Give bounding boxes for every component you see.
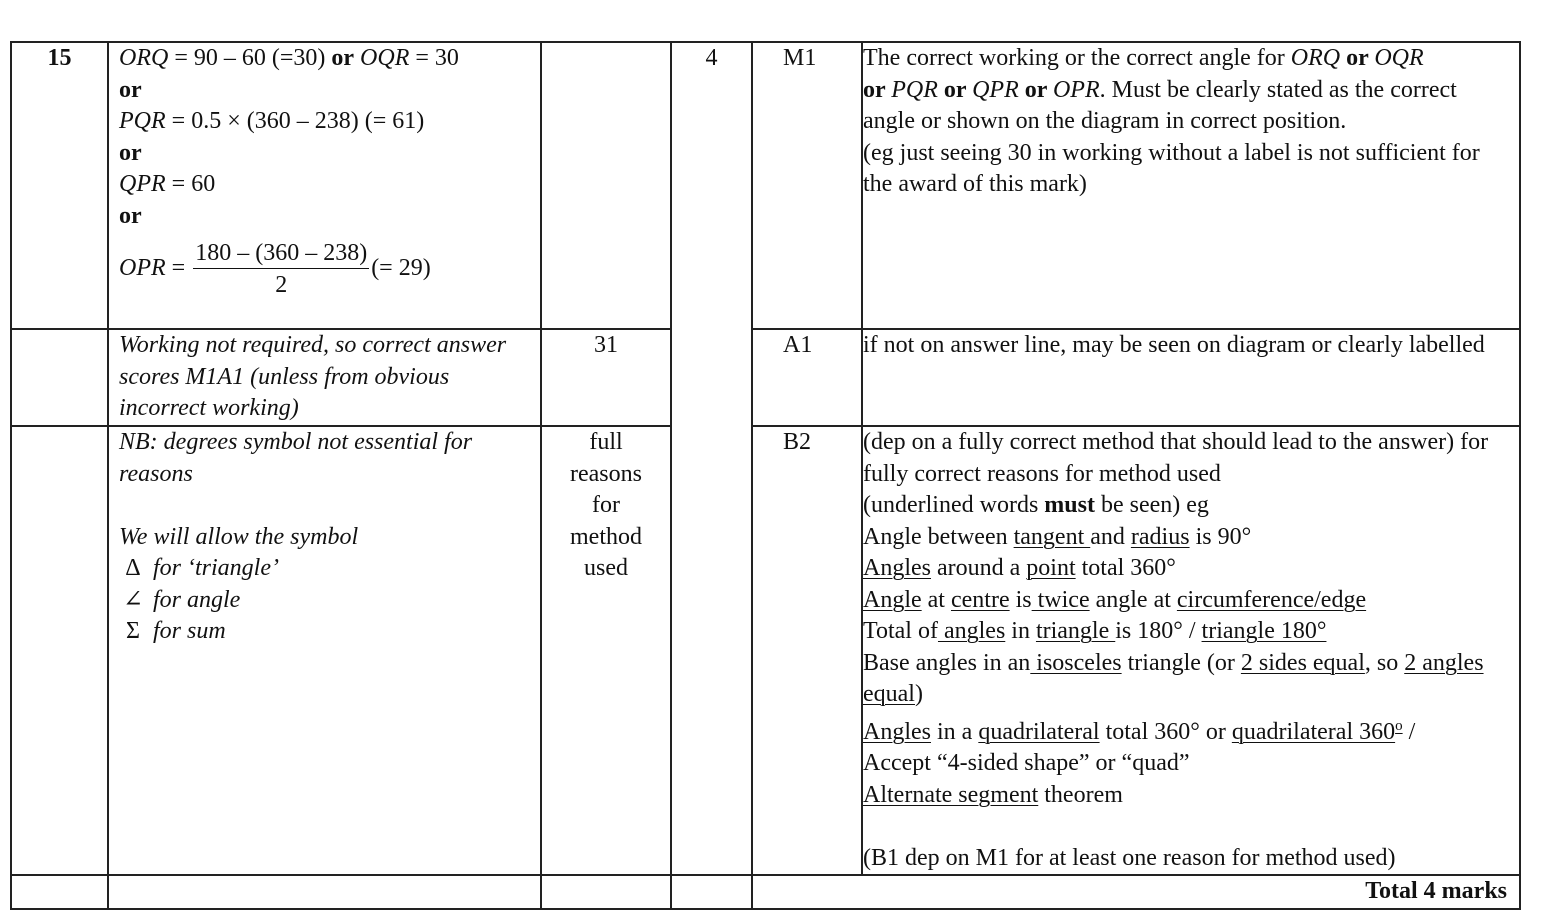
reason-line: Angles around a point total 360°: [863, 555, 1176, 581]
reason-line: Angles in a quadrilateral total 360° or quadrilateral 360$^o$ /: [863, 717, 1416, 745]
allow-text: We will allow the symbol: [119, 523, 359, 550]
reason-line: Angle at centre is twice angle at circumference/edge: [863, 586, 1367, 613]
fraction: [193, 238, 369, 301]
angle-label: OQR: [354, 45, 410, 71]
reason-line: Base angles in an isosceles triangle (or 2 sides equal, so 2 angles equal): [863, 649, 1484, 707]
answer-cell: [541, 42, 671, 329]
angle-label: OPR: [119, 255, 166, 282]
guidance-text: (underlined words must be seen) eg: [863, 492, 1209, 518]
or-text: or: [119, 76, 142, 103]
nb-text: NB: degrees symbol not essential for reasons: [119, 429, 473, 487]
symbol-line: [119, 585, 530, 617]
working-cell: [108, 42, 541, 329]
working-cell: Working not required, so correct answer scores M1A1 (unless from obvious incorrect working): [108, 329, 541, 426]
mark-cell: [752, 426, 862, 875]
question-number-empty: [11, 426, 108, 875]
answer-text: method: [570, 523, 642, 550]
table-row: [11, 329, 1520, 426]
or-text: or: [119, 202, 142, 229]
empty-cell: [541, 875, 671, 909]
mark-code: M1: [783, 45, 817, 71]
answer-text: reasons: [570, 460, 642, 487]
table-row: [11, 426, 1520, 875]
opr-formula: [119, 238, 530, 301]
mark-cell: [752, 42, 862, 329]
working-line: [119, 169, 530, 201]
mark-code: B2: [783, 429, 812, 455]
empty-cell: [11, 875, 108, 909]
or-text: or: [331, 45, 355, 71]
table-row: [11, 875, 1520, 909]
answer-cell: 31: [541, 329, 671, 426]
guidance-cell: if not on answer line, may be seen on diagram or clearly labelled: [862, 329, 1520, 426]
delta-symbol: Δ: [125, 555, 141, 581]
mark-code: A1: [783, 332, 813, 358]
working-text: = 90 – 60 (=30): [168, 45, 332, 71]
angle-label: ORQ: [119, 45, 169, 71]
fraction-numerator: 180 – (360 – 238): [193, 238, 369, 269]
working-text: = 30: [409, 45, 459, 71]
symbol-line: [119, 553, 530, 585]
angle-label: QPR: [119, 171, 166, 197]
working-text: (= 29): [371, 255, 431, 282]
table-row: [11, 42, 1520, 329]
working-line: [119, 106, 530, 138]
empty-cell: [671, 875, 752, 909]
working-line: [119, 43, 530, 75]
question-number: 15: [11, 42, 108, 329]
marks-cell: 4: [671, 42, 752, 875]
symbol-line: [119, 616, 530, 648]
guidance-cell: [862, 42, 1520, 329]
guidance-text: (eg just seeing 30 in working without a label is not sufficient for the award of this mark): [863, 139, 1480, 197]
reason-line: Accept “4-sided shape” or “quad”: [863, 750, 1190, 776]
guidance-text: (B1 dep on M1 for at least one reason for method used): [863, 844, 1396, 871]
working-text: = 60: [165, 171, 216, 197]
question-number-empty: [11, 329, 108, 426]
angle-label: PQR: [119, 108, 166, 134]
equals-sign: =: [165, 255, 192, 282]
sigma-symbol: Σ: [126, 618, 140, 644]
guidance-cell: [862, 426, 1520, 875]
answer-text: for: [592, 492, 620, 518]
guidance-text: The correct working or the correct angle for ORQ or OQR or PQR or QPR or OPR. Must be clearly stated as the correct angle or shown on the diagram in correct position.: [863, 45, 1457, 134]
working-cell: [108, 426, 541, 875]
mark-scheme-table: [10, 41, 1521, 910]
answer-text: full: [589, 429, 623, 455]
reason-line: Alternate segment theorem: [863, 781, 1123, 808]
mark-cell: [752, 329, 862, 426]
symbol-text: for angle: [153, 586, 241, 613]
total-marks: Total 4 marks: [752, 875, 1520, 909]
symbol-text: for sum: [153, 618, 226, 644]
reason-line: Angle between tangent and radius is 90°: [863, 523, 1252, 550]
answer-cell: [541, 426, 671, 875]
symbol-text: for ‘triangle’: [153, 555, 279, 581]
reason-line: Total of angles in triangle is 180° / triangle 180°: [863, 618, 1327, 644]
guidance-text: (dep on a fully correct method that should lead to the answer) for fully correct reasons for method used: [863, 429, 1489, 487]
answer-text: used: [584, 555, 628, 581]
angle-symbol: ∠: [122, 586, 144, 613]
fraction-denominator: 2: [275, 272, 288, 298]
working-text: = 0.5 × (360 – 238) (= 61): [165, 108, 425, 134]
or-text: or: [119, 139, 142, 166]
empty-cell: [108, 875, 541, 909]
